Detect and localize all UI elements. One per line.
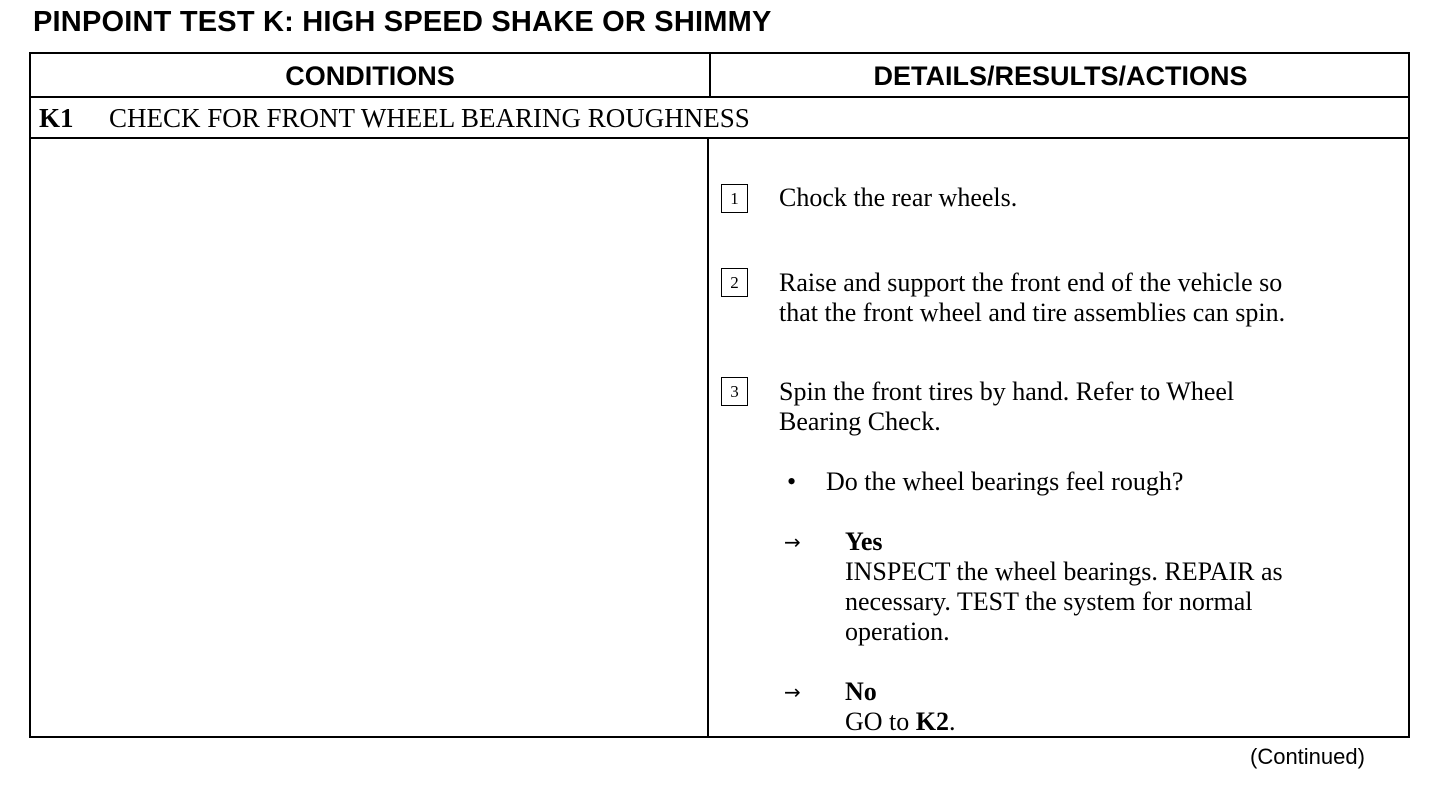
step-heading-row (31, 98, 1408, 139)
bullet-icon: • (787, 467, 797, 496)
action-number-box: 1 (721, 184, 748, 213)
arrow-right-icon: → (784, 680, 801, 704)
result-text-line: necessary. TEST the system for normal (845, 587, 1253, 616)
details-column-header: DETAILS/RESULTS/ACTIONS (873, 61, 1248, 91)
page-title: PINPOINT TEST K: HIGH SPEED SHAKE OR SHIMMY (33, 6, 772, 38)
result-yes-label: Yes (845, 527, 883, 556)
result-yes-text (845, 557, 1385, 647)
step-title: CHECK FOR FRONT WHEEL BEARING ROUGHNESS (109, 103, 750, 133)
goto-prefix: GO to (845, 707, 916, 736)
arrow-right-icon: → (784, 530, 801, 554)
question-text: Do the wheel bearings feel rough? (826, 467, 1184, 496)
conditions-cell (31, 139, 707, 736)
result-no-label: No (845, 677, 877, 706)
step-id: K1 (39, 103, 74, 133)
result-no-text (845, 707, 1385, 737)
continued-label: (Continued) (1250, 744, 1365, 769)
action-text-line: that the front wheel and tire assemblies can spin. (779, 298, 1286, 327)
action-text (779, 268, 1389, 328)
result-text-line: operation. (845, 617, 950, 646)
action-text: Chock the rear wheels. (779, 183, 1018, 212)
table-header-row (31, 54, 1408, 98)
action-number-box: 2 (721, 268, 748, 297)
goto-step-link: K2 (915, 707, 950, 736)
action-number-box: 3 (721, 377, 748, 406)
goto-suffix: . (949, 707, 956, 736)
details-cell (709, 139, 1410, 736)
result-text-line: INSPECT the wheel bearings. REPAIR as (845, 557, 1283, 586)
action-text-line: Raise and support the front end of the vehicle so (779, 268, 1283, 297)
pinpoint-test-table (29, 52, 1410, 738)
action-text-line: Spin the front tires by hand. Refer to Wheel (779, 377, 1235, 406)
action-text-line: Bearing Check. (779, 407, 941, 436)
conditions-column-header: CONDITIONS (285, 61, 455, 91)
action-text (779, 377, 1389, 437)
